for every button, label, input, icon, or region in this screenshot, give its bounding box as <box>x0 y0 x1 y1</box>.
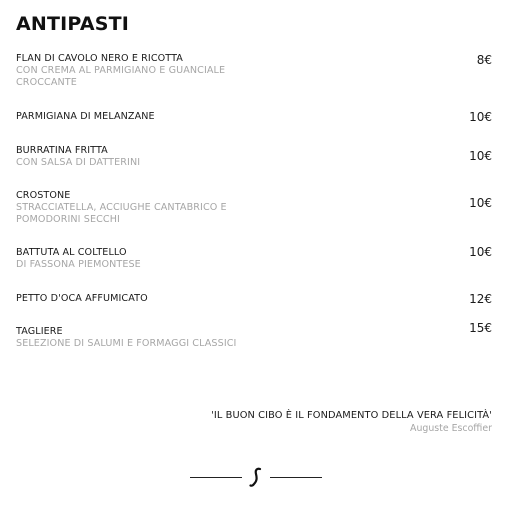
menu-item <box>16 111 492 123</box>
item-price: 10€ <box>469 149 492 163</box>
item-description: STRACCIATELLA, ACCIUGHE CANTABRICO E POMODORINI SECCHI <box>16 202 227 225</box>
item-description: CON CREMA AL PARMIGIANO E GUANCIALE CROCCANTE <box>16 65 226 88</box>
item-name: BATTUTA AL COLTELLO <box>16 247 127 258</box>
item-price: 10€ <box>469 245 492 259</box>
item-price: 8€ <box>476 53 492 67</box>
s-flourish-icon <box>245 466 267 488</box>
page-title: ANTIPASTI <box>16 13 130 35</box>
divider-line <box>190 477 242 478</box>
menu-item <box>16 247 492 271</box>
footer-ornament <box>190 466 322 488</box>
item-description: CON SALSA DI DATTERINI <box>16 157 141 168</box>
menu-item <box>16 145 492 169</box>
quote-block <box>211 410 492 435</box>
item-price: 10€ <box>469 196 492 210</box>
quote-author: Auguste Escoffier <box>410 423 492 434</box>
menu-item <box>16 321 492 350</box>
item-name: PARMIGIANA DI MELANZANE <box>16 111 155 122</box>
item-name: TAGLIERE <box>16 326 63 337</box>
item-price: 10€ <box>469 110 492 124</box>
menu-item <box>16 190 492 225</box>
item-price: 12€ <box>469 292 492 306</box>
menu-list <box>16 0 492 400</box>
menu-item <box>16 293 492 305</box>
item-name: FLAN DI CAVOLO NERO E RICOTTA <box>16 53 183 64</box>
item-price: 15€ <box>469 321 492 335</box>
item-description: DI FASSONA PIEMONTESE <box>16 259 141 270</box>
item-name: BURRATINA FRITTA <box>16 145 108 156</box>
item-name: CROSTONE <box>16 190 71 201</box>
item-description: SELEZIONE DI SALUMI E FORMAGGI CLASSICI <box>16 338 237 349</box>
menu-item <box>16 53 492 88</box>
quote-text: 'IL BUON CIBO È IL FONDAMENTO DELLA VERA FELICITÀ' <box>211 410 492 421</box>
divider-line <box>270 477 322 478</box>
item-name: PETTO D'OCA AFFUMICATO <box>16 293 148 304</box>
